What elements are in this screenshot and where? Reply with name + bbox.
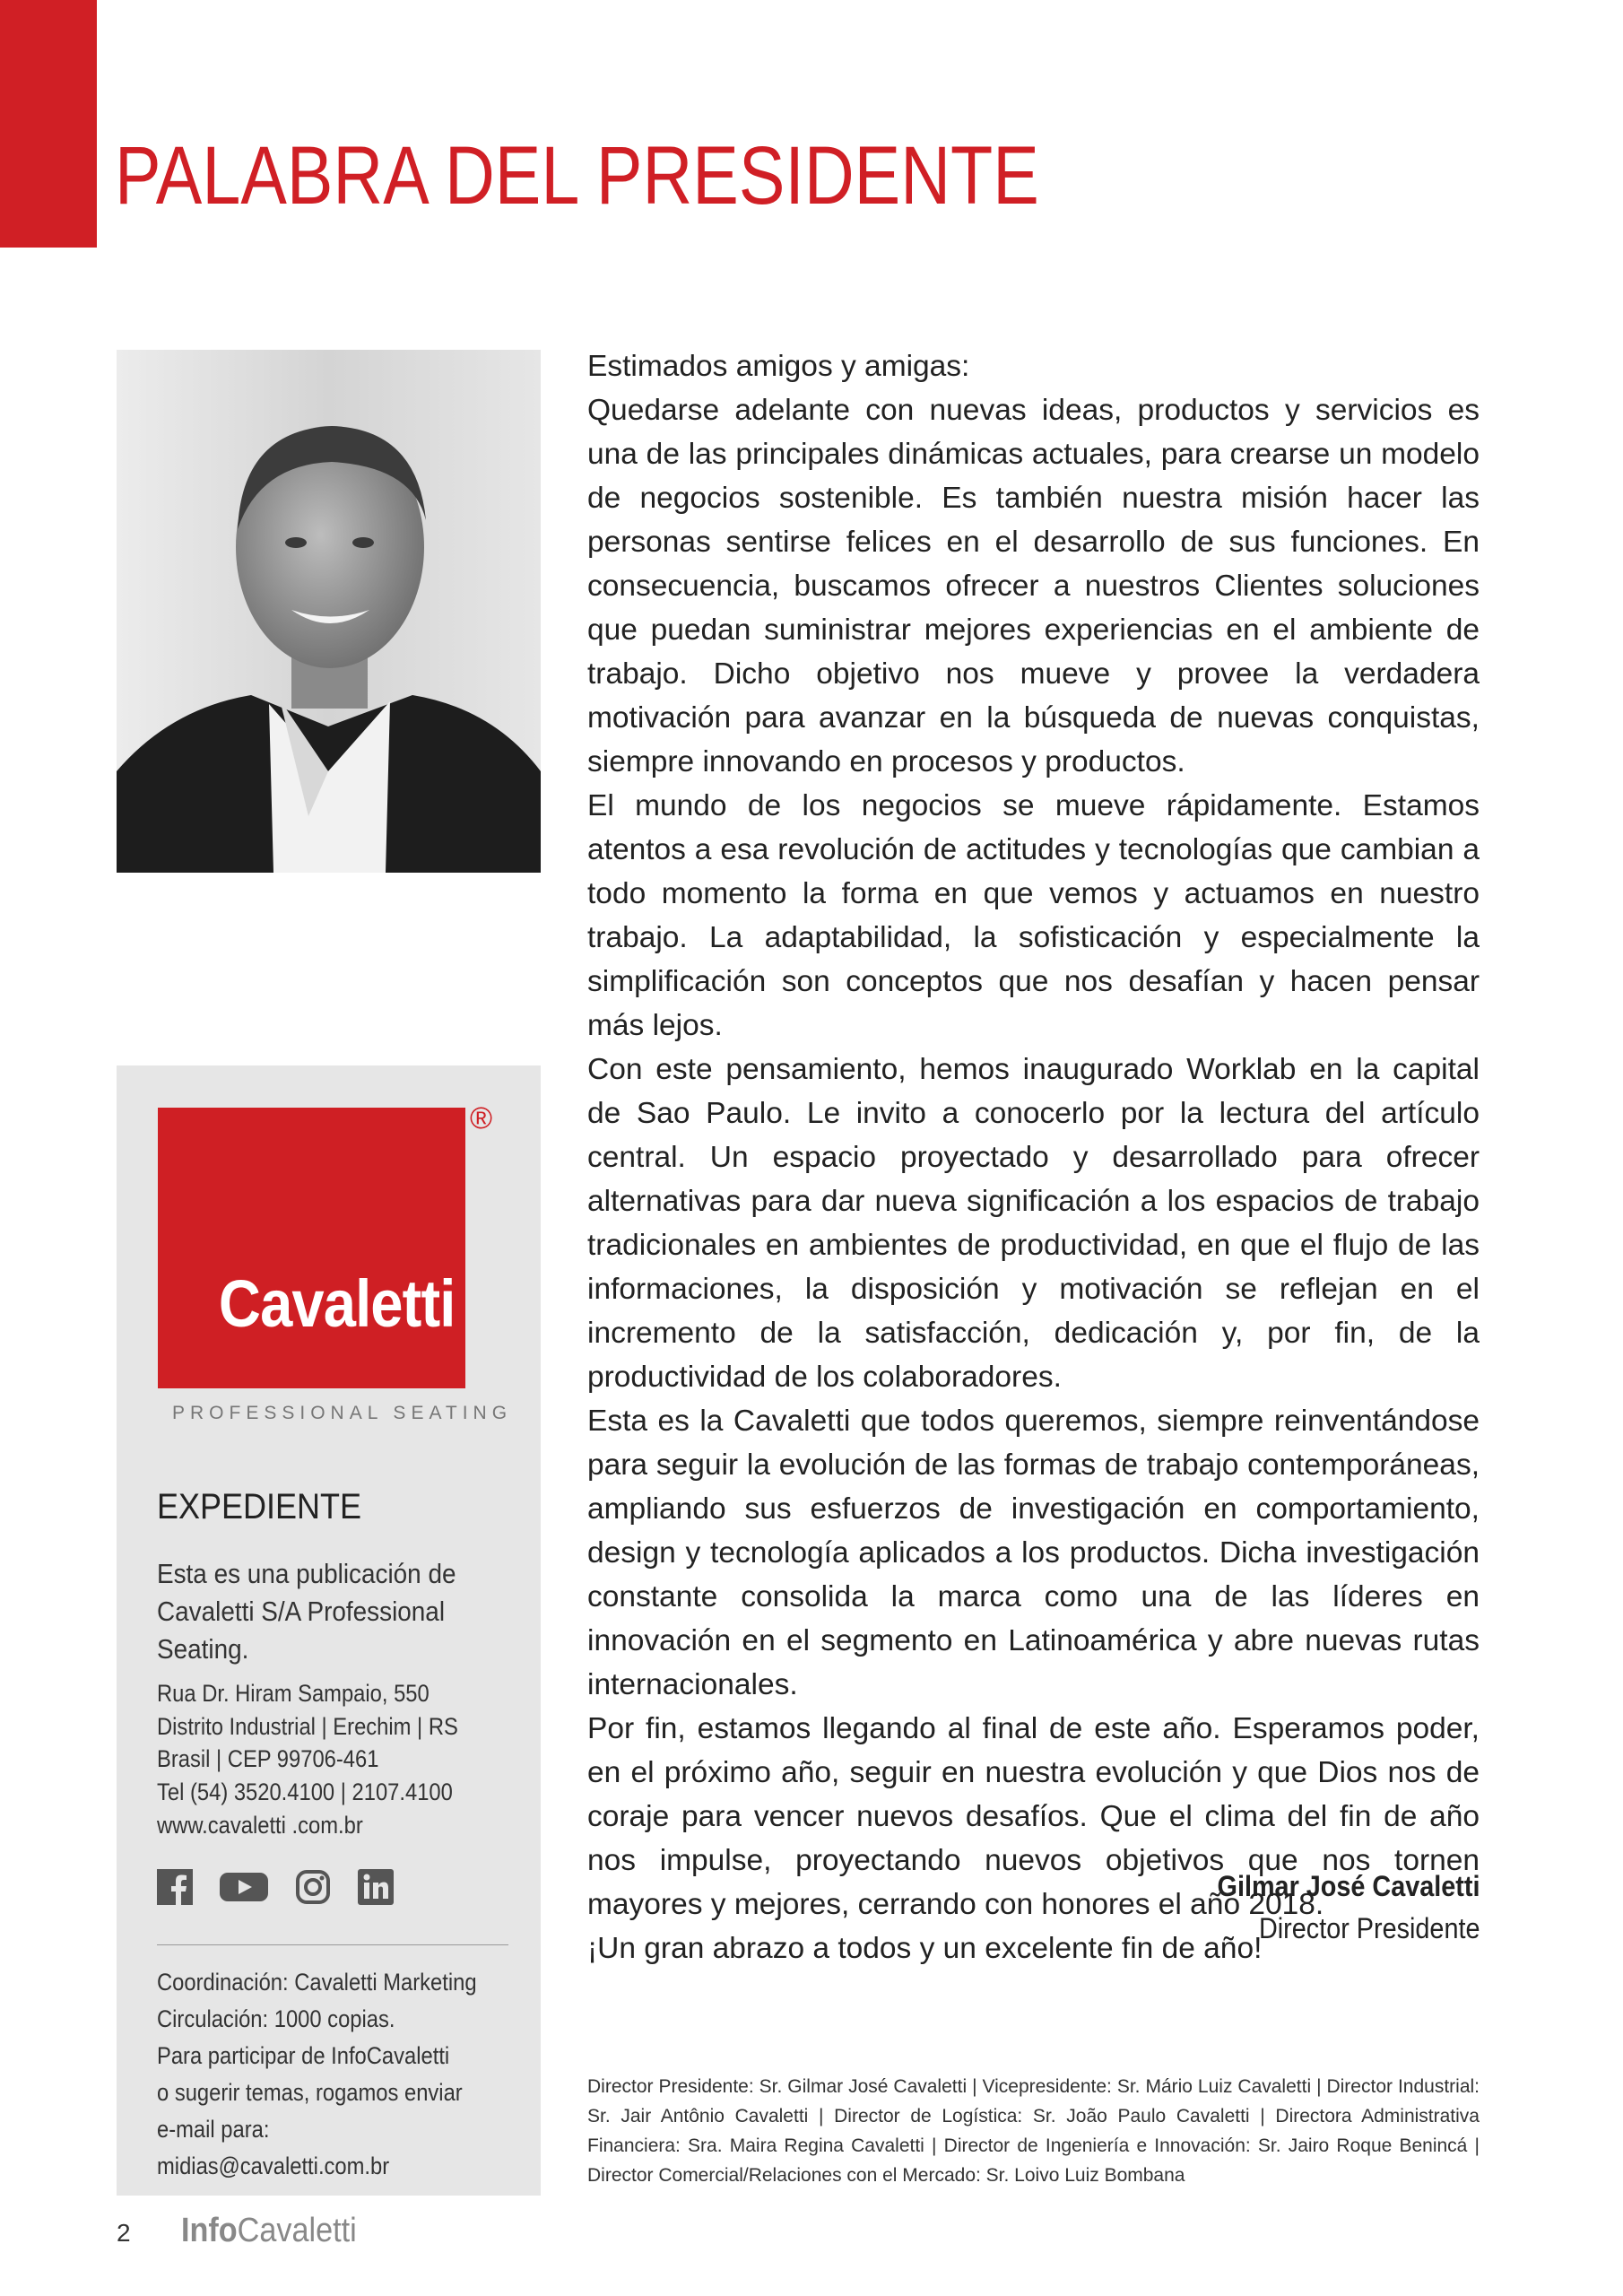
red-accent-bar — [0, 0, 97, 248]
board-of-directors: Director Presidente: Sr. Gilmar José Cavaletti | Vicepresidente: Sr. Mário Luiz Cavaletti | Director Industrial: Sr. Jair Antônio Cavaletti | Director de Logística: Sr. João Paulo Cavaletti | Directora Administrativa Financiera: Sra. Maira Regina Cavaletti | Director de Ingeniería e Innovación: Sr. Jairo Roque Benincá | Director Comercial/Relaciones con el Mercado: Sr. Loivo Luiz Bombana — [587, 2076, 1480, 2186]
brand-regular: Cavaletti — [237, 2212, 357, 2249]
info-line: Coordinación: Cavaletti Marketing — [157, 1969, 477, 1996]
website-link[interactable]: www.cavaletti .com.br — [157, 1811, 363, 1839]
signatory-name: Gilmar José Cavaletti — [1217, 1870, 1480, 1902]
info-line: Para participar de InfoCavaletti — [157, 2042, 450, 2070]
address-line: Distrito Industrial | Erechim | RS — [157, 1712, 458, 1740]
company-address — [157, 1677, 534, 1842]
letter-greeting: Estimados amigos y amigas: — [587, 350, 970, 383]
lead-line: Seating. — [157, 1632, 249, 1665]
letter-closing: ¡Un gran abrazo a todos y un excelente fin de año! — [587, 1932, 1263, 1965]
president-portrait — [117, 350, 541, 873]
linkedin-icon[interactable] — [358, 1869, 394, 1905]
letter-paragraph: El mundo de los negocios se mueve rápidamente. Estamos atentos a esa revolución de actitudes y tecnologías que cambian a todo momento la forma en que vemos y actuamos en nuestro trabajo. La adaptabilidad, la sofisticación y especialmente la simplificación son conceptos que nos desafían y hacen pensar más lejos. — [587, 789, 1480, 1042]
letter-paragraph: Con este pensamiento, hemos inaugurado Worklab en la capital de Sao Paulo. Le invito a conocerlo por la lectura del artículo central. Un espacio proyectado y desarrollado para ofrecer alternativas para dar nueva significación a los espacios de trabajo tradicionales en ambientes de productividad, en que el flujo de las informaciones, la disposición y motivación se reflejan en el incremento de la satisfacción, dedicación y, por fin, de la productividad de los colaboradores. — [587, 1053, 1480, 1394]
address-line: Rua Dr. Hiram Sampaio, 550 — [157, 1680, 430, 1707]
publication-info — [157, 1964, 534, 2185]
signatory-role: Director Presidente — [1258, 1912, 1480, 1944]
registered-mark: ® — [470, 1101, 493, 1135]
facebook-icon[interactable] — [157, 1869, 193, 1905]
info-line: o sugerir temas, rogamos enviar — [157, 2079, 463, 2107]
email-link[interactable]: midias@cavaletti.com.br — [157, 2152, 390, 2180]
logo-wordmark: Cavaletti — [218, 1266, 455, 1341]
info-line: Circulación: 1000 copias. — [157, 2005, 395, 2033]
brand-bold: Info — [181, 2212, 238, 2249]
signature-block — [1188, 1870, 1480, 1945]
page-number: 2 — [117, 2219, 131, 2247]
instagram-icon[interactable] — [295, 1869, 331, 1905]
youtube-icon[interactable] — [220, 1869, 268, 1905]
logo-tagline: PROFESSIONAL SEATING — [172, 1403, 513, 1423]
page-title: PALABRA DEL PRESIDENTE — [115, 130, 1039, 222]
letter-paragraph: Esta es la Cavaletti que todos queremos, siempre reinventándose para seguir la evolución de las formas de trabajo contemporáneas, ampliando sus esfuerzos de investigación en comportamiento, design y tecnología aplicados a los productos. Dicha investigación constante consolida la marca como una de las líderes en innovación en el segmento en Latinoamérica y abre nuevas rutas internacionales. — [587, 1405, 1480, 1701]
lead-line: Esta es una publicación de — [157, 1558, 456, 1589]
social-links — [157, 1869, 394, 1905]
cavaletti-logo — [158, 1108, 465, 1388]
president-letter — [587, 344, 1480, 1970]
info-line: e-mail para: — [157, 2116, 270, 2144]
address-line: Brasil | CEP 99706-461 — [157, 1745, 379, 1773]
phone-line: Tel (54) 3520.4100 | 2107.4100 — [157, 1779, 453, 1806]
expediente-title: EXPEDIENTE — [157, 1487, 362, 1526]
sidebar-divider — [157, 1944, 508, 1945]
expediente-sidebar — [117, 1065, 541, 2196]
infocavaletti-brand — [181, 2212, 357, 2250]
lead-line: Cavaletti S/A Professional — [157, 1595, 446, 1627]
letter-paragraph: Por fin, estamos llegando al final de este año. Esperamos poder, en el próximo año, seguir en nuestra evolución y que Dios nos de coraje para vencer nuevos desafíos. Que el clima del fin de año nos impulse, proyectando nuevos objetivos que nos tornen mayores y mejores, cerrando con honores el año 2018. — [587, 1712, 1480, 1921]
letter-paragraph: Quedarse adelante con nuevas ideas, productos y servicios es una de las principales dinámicas actuales, para crearse un modelo de negocios sostenible. Es también nuestra misión hacer las personas sentirse felices en el desarrollo de sus funciones. En consecuencia, buscamos ofrecer a nuestros Clientes soluciones que puedan suministrar mejores experiencias en el ambiente de trabajo. Dicho objetivo nos mueve y provee la verdadera motivación para avanzar en la búsqueda de nuevas conquistas, siempre innovando en procesos y productos. — [587, 394, 1480, 778]
expediente-lead — [157, 1555, 516, 1668]
